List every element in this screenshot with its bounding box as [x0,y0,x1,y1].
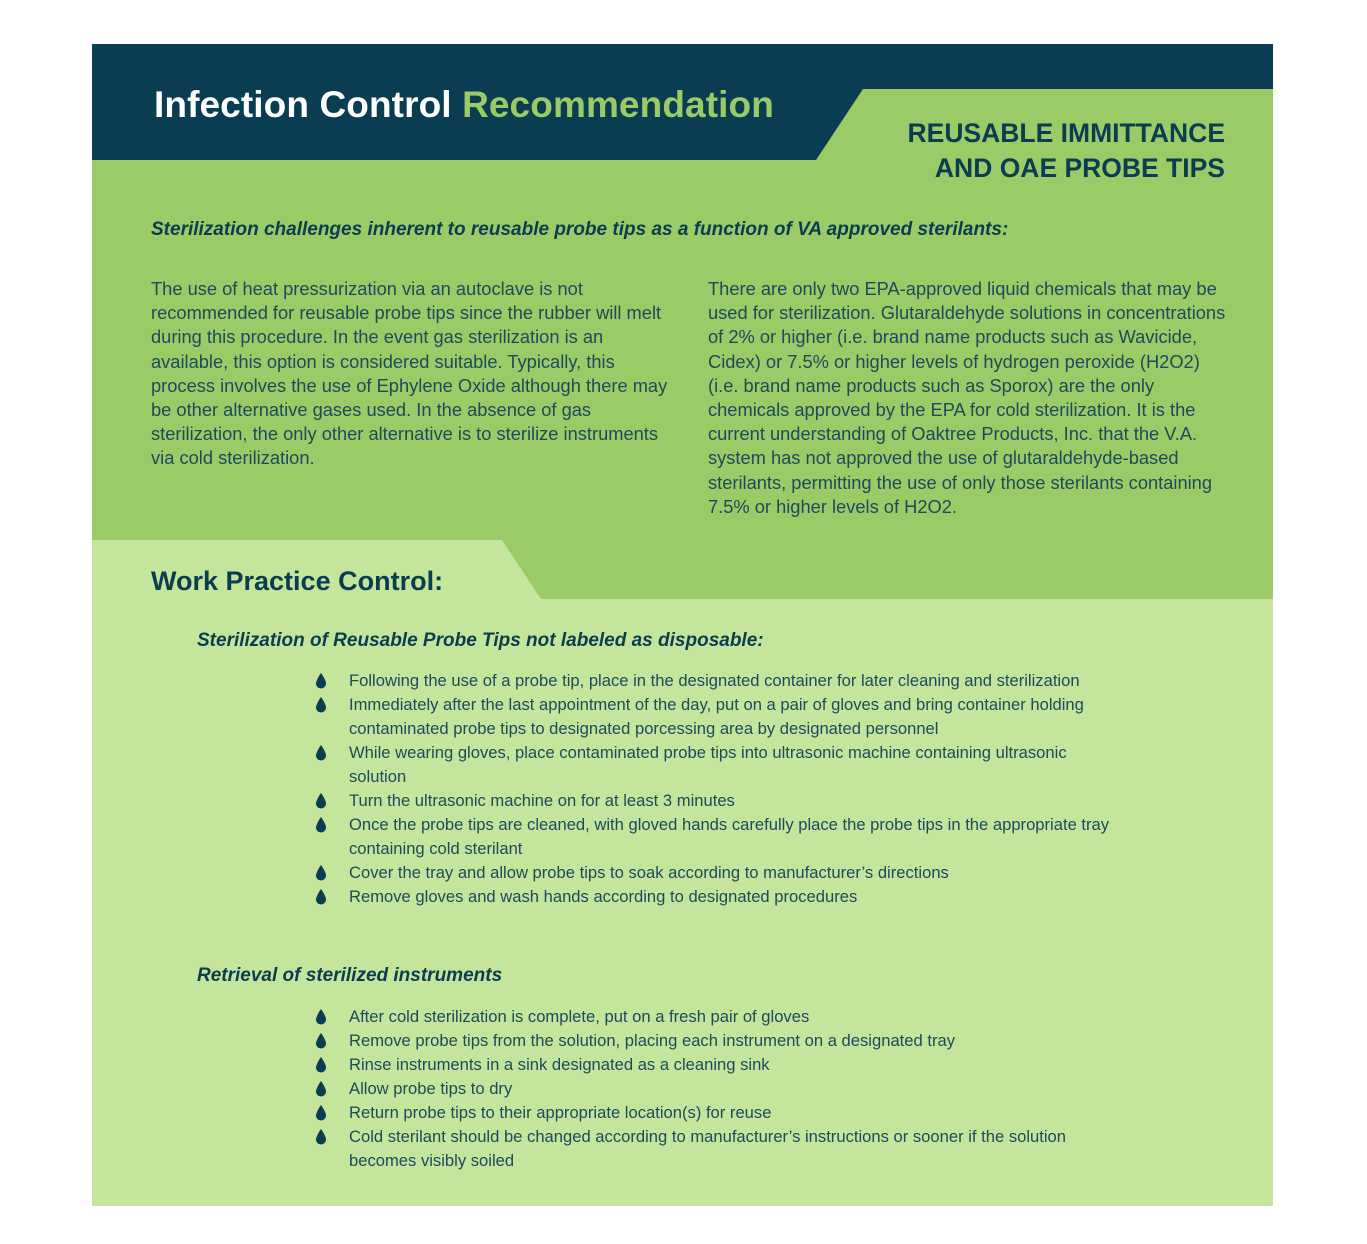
water-drop-icon [315,1033,327,1049]
list-item [314,1125,1114,1173]
list-item [314,1005,1114,1029]
list-item [314,693,1114,741]
list-item-text: Cold sterilant should be changed according to manufacturer’s instructions or sooner if the solution becomes visibly soiled [349,1127,1067,1170]
subtitle-line2: AND OAE PROBE TIPS [934,153,1225,183]
list-item-text: Rinse instruments in a sink designated as a cleaning sink [349,1055,770,1074]
list-item-text: Remove gloves and wash hands according to designated procedures [349,887,858,906]
document-page [92,44,1273,1206]
list-item-text: Turn the ultrasonic machine on for at least 3 minutes [349,791,735,810]
water-drop-icon [315,1105,327,1121]
water-drop-icon [315,817,327,833]
list-item [314,813,1114,861]
list-item-text: Immediately after the last appointment of the day, put on a pair of gloves and bring container holding contaminated probe tips to designated porcessing area by designated personnel [349,695,1084,738]
list-item [314,741,1114,789]
list-item-text: Following the use of a probe tip, place in the designated container for later cleaning and sterilization [349,671,1080,690]
intro-heading: Sterilization challenges inherent to reusable probe tips as a function of VA approved sterilants: [151,219,1009,240]
water-drop-icon [315,865,327,881]
list-item [314,861,1114,885]
list-item-text: Cover the tray and allow probe tips to soak according to manufacturer’s directions [349,863,949,882]
water-drop-icon [315,673,327,689]
list-item-text: Return probe tips to their appropriate location(s) for reuse [349,1103,772,1122]
section1-heading: Sterilization of Reusable Probe Tips not labeled as disposable: [197,630,764,651]
water-drop-icon [315,889,327,905]
work-practice-heading: Work Practice Control: [151,566,444,596]
section2-list [314,1005,1114,1173]
water-drop-icon [315,793,327,809]
water-drop-icon [315,1081,327,1097]
right-column-text: There are only two EPA-approved liquid chemicals that may be used for sterilization. Glutaraldehyde solutions in concentrations of 2% or higher (i.e. brand name products such as Wavicide, Cidex) or 7.5% or higher levels of hydrogen peroxide (H2O2) (i.e. brand name products such as Sporox) are the only chemicals approved by the EPA for cold sterilization. It is the current understanding of Oaktree Products, Inc. that the V.A. system has not approved the use of glutaraldehyde-based sterilants, permitting the use of only those sterilants containing 7.5% or higher levels of H2O2. [708,278,1226,517]
water-drop-icon [315,1129,327,1145]
list-item-text: While wearing gloves, place contaminated probe tips into ultrasonic machine containing ultrasonic solution [349,743,1067,786]
water-drop-icon [315,697,327,713]
list-item [314,1101,1114,1125]
title-part2: Recommendation [462,84,774,125]
water-drop-icon [315,745,327,761]
list-item [314,1077,1114,1101]
list-item [314,1029,1114,1053]
page-title [154,84,774,126]
list-item-text: After cold sterilization is complete, put on a fresh pair of gloves [349,1007,810,1026]
title-part1: Infection Control [154,84,452,125]
subtitle-line1: REUSABLE IMMITTANCE [907,118,1225,148]
water-drop-icon [315,1057,327,1073]
list-item [314,1053,1114,1077]
page-subtitle [805,116,1225,186]
section1-list [314,669,1114,909]
list-item-text: Allow probe tips to dry [349,1079,513,1098]
section2-heading: Retrieval of sterilized instruments [197,965,503,986]
list-item [314,885,1114,909]
left-column-text: The use of heat pressurization via an autoclave is not recommended for reusable probe tips since the rubber will melt during this procedure. In the event gas sterilization is an available, this option is considered suitable. Typically, this process involves the use of Ephylene Oxide although there may be other alternative gases used. In the absence of gas sterilization, the only other alternative is to sterilize instruments via cold sterilization. [151,278,668,469]
list-item-text: Once the probe tips are cleaned, with gloved hands carefully place the probe tips in the appropriate tray containing cold sterilant [349,815,1110,858]
water-drop-icon [315,1009,327,1025]
list-item [314,669,1114,693]
list-item [314,789,1114,813]
list-item-text: Remove probe tips from the solution, placing each instrument on a designated tray [349,1031,956,1050]
